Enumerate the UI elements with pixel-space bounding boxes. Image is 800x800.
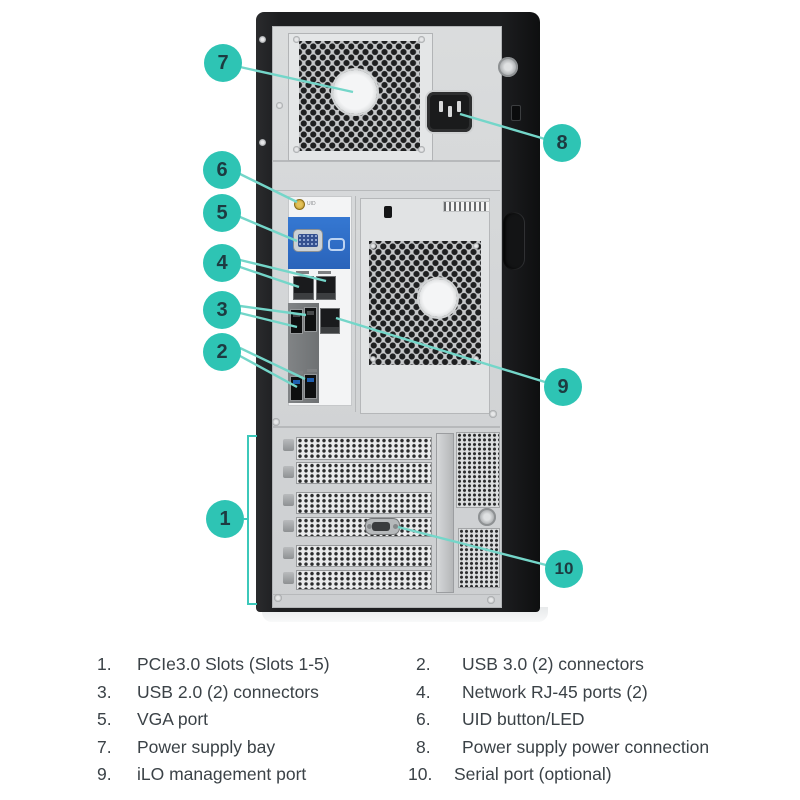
serial-label-sticker bbox=[443, 201, 490, 212]
legend-item-8 bbox=[408, 734, 768, 762]
power-inlet-c14 bbox=[427, 92, 472, 132]
pcie-slot-cover-serial bbox=[296, 517, 432, 537]
pcie-thumbscrew bbox=[478, 508, 496, 526]
panel-seam bbox=[272, 190, 500, 191]
screw bbox=[259, 139, 266, 146]
slot-latch bbox=[283, 547, 294, 559]
nic1-label-mark bbox=[296, 271, 309, 274]
callout-1: 1 bbox=[206, 500, 244, 538]
legend-number: 9. bbox=[97, 764, 112, 785]
keyhole-slot bbox=[384, 206, 392, 218]
slot-latch bbox=[283, 572, 294, 584]
pcie-slot-cover-2 bbox=[296, 462, 432, 484]
usb3-label-mark bbox=[293, 371, 303, 374]
usb3-label-mark bbox=[307, 369, 317, 372]
callout-8: 8 bbox=[543, 124, 581, 162]
legend-number: 3. bbox=[97, 681, 112, 702]
screw bbox=[272, 418, 280, 426]
slot-latch bbox=[283, 494, 294, 506]
callout-2: 2 bbox=[203, 333, 241, 371]
panel-seam bbox=[355, 196, 356, 412]
screw bbox=[473, 243, 479, 249]
pcie-slot-cover-1 bbox=[296, 437, 432, 460]
screw bbox=[293, 36, 300, 43]
legend-label: USB 3.0 (2) connectors bbox=[462, 654, 644, 674]
legend-column-right bbox=[408, 651, 768, 789]
legend-label: Power supply power connection bbox=[462, 736, 710, 757]
legend-label: Power supply bay bbox=[137, 736, 276, 757]
screw bbox=[473, 356, 479, 362]
legend-item-4 bbox=[408, 679, 768, 707]
uid-button bbox=[294, 199, 305, 210]
screw bbox=[276, 102, 283, 109]
ilo-management-port bbox=[321, 309, 339, 333]
legend-number: 1. bbox=[97, 654, 112, 674]
legend-number: 4. bbox=[416, 681, 431, 702]
legend-label: VGA port bbox=[137, 709, 209, 730]
legend-label: Serial port (optional) bbox=[454, 764, 612, 785]
legend-item-2 bbox=[408, 651, 768, 679]
legend-item-3 bbox=[97, 679, 397, 707]
panel-seam bbox=[272, 594, 500, 595]
psu-fan-hub bbox=[333, 70, 377, 114]
screw bbox=[370, 243, 376, 249]
legend-number: 8. bbox=[416, 736, 431, 757]
uid-label: UID bbox=[307, 201, 316, 207]
callout-9: 9 bbox=[544, 368, 582, 406]
rj45-network-port-1 bbox=[294, 277, 313, 299]
callout-7: 7 bbox=[204, 44, 242, 82]
padlock-slot bbox=[511, 105, 521, 121]
pcie-slot-cover-5 bbox=[296, 570, 432, 590]
usb2-port-1 bbox=[291, 310, 302, 333]
screw bbox=[418, 146, 425, 153]
legend-number: 5. bbox=[97, 709, 112, 730]
legend-column-left bbox=[97, 651, 397, 789]
usb3-port-1 bbox=[291, 377, 302, 400]
side-panel-handle bbox=[503, 212, 525, 270]
callout-4: 4 bbox=[203, 244, 241, 282]
screw bbox=[259, 36, 266, 43]
panel-seam bbox=[272, 426, 500, 428]
legend-item-7 bbox=[97, 734, 397, 762]
legend-label: PCIe3.0 Slots (Slots 1-5) bbox=[137, 654, 330, 674]
pcie-slot-cover-4 bbox=[296, 545, 432, 567]
rear-vent-upper bbox=[456, 432, 500, 508]
screw bbox=[274, 594, 282, 602]
nic2-label-mark bbox=[318, 271, 331, 274]
slot-latch bbox=[283, 520, 294, 532]
callout-6: 6 bbox=[203, 151, 241, 189]
screw bbox=[487, 596, 495, 604]
legend-item-1 bbox=[97, 651, 397, 679]
usb3-port-2 bbox=[305, 375, 316, 398]
slot-latch bbox=[283, 466, 294, 478]
callout-5: 5 bbox=[203, 194, 241, 232]
legend-item-6 bbox=[408, 706, 768, 734]
legend-number: 7. bbox=[97, 736, 112, 757]
vga-port bbox=[294, 230, 322, 251]
callout-3: 3 bbox=[203, 291, 241, 329]
slot-latch bbox=[283, 439, 294, 451]
serial-port bbox=[366, 519, 399, 534]
rear-vent-lower bbox=[458, 528, 500, 588]
legend-number: 6. bbox=[416, 709, 431, 730]
monitor-icon bbox=[328, 238, 345, 251]
legend-label: Network RJ-45 ports (2) bbox=[462, 681, 648, 702]
rj45-network-port-2 bbox=[317, 277, 335, 299]
usb2-port-2 bbox=[305, 308, 316, 331]
legend-item-9 bbox=[97, 761, 397, 789]
legend-label: USB 2.0 (2) connectors bbox=[137, 681, 319, 702]
screw bbox=[293, 146, 300, 153]
legend-label: UID button/LED bbox=[462, 709, 585, 730]
screw bbox=[489, 410, 497, 418]
callout-10: 10 bbox=[545, 550, 583, 588]
pcie-retention-rail bbox=[436, 433, 454, 593]
side-panel-thumbscrew bbox=[498, 57, 518, 77]
legend-label: iLO management port bbox=[137, 764, 307, 785]
legend-number: 10. bbox=[408, 764, 433, 785]
legend-item-5 bbox=[97, 706, 397, 734]
chassis-fan-hub bbox=[419, 279, 457, 317]
screw bbox=[418, 36, 425, 43]
legend-number: 2. bbox=[416, 654, 431, 674]
legend-item-10 bbox=[408, 761, 768, 789]
screw bbox=[370, 356, 376, 362]
pcie-slot-cover-3 bbox=[296, 492, 432, 514]
